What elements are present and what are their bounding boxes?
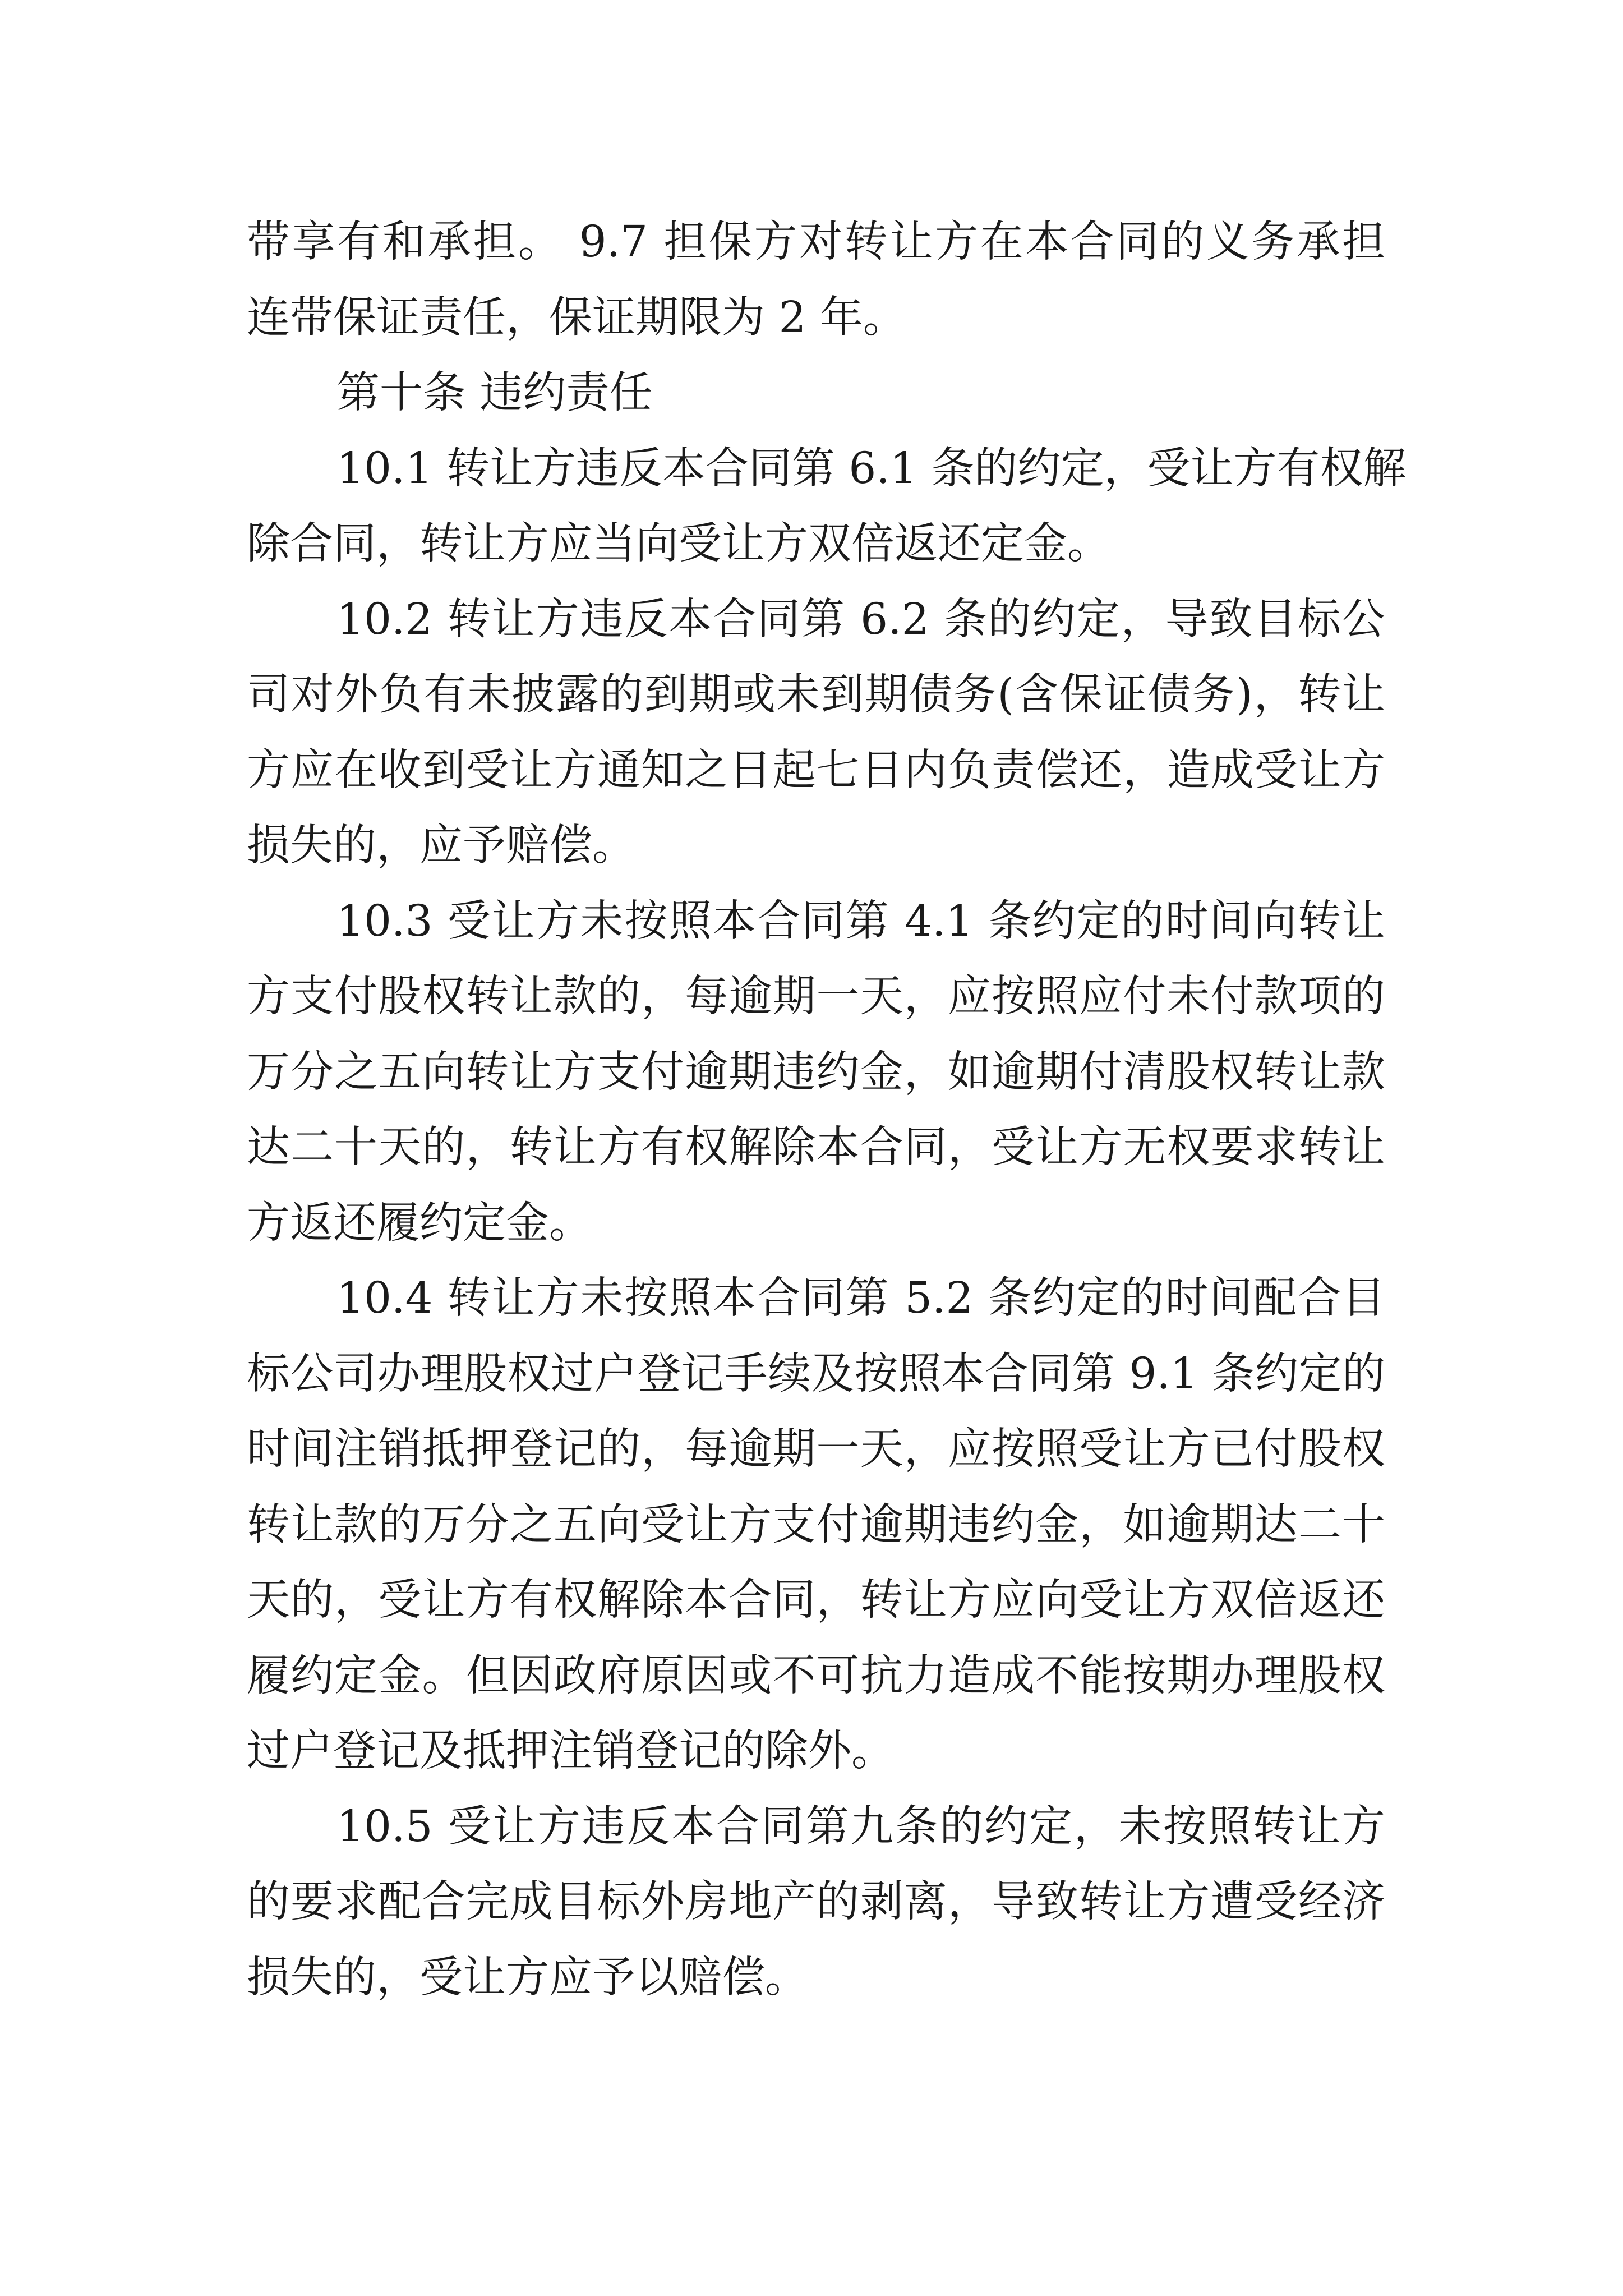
section-heading: 第十条 违约责任 — [336, 368, 653, 418]
paragraph-line: 10.2 转让方违反本合同第 6.2 条的约定，导致目标公 — [336, 595, 1385, 645]
paragraph-line: 转让款的万分之五向受让方支付逾期违约金，如逾期达二十 — [247, 1500, 1385, 1550]
paragraph-line: 方应在收到受让方通知之日起七日内负责偿还，造成受让方 — [247, 746, 1385, 795]
paragraph-line: 履约定金。但因政府原因或不可抗力造成不能按期办理股权 — [247, 1651, 1385, 1701]
paragraph-line: 带享有和承担。 9.7 担保方对转让方在本合同的义务承担 — [247, 217, 1385, 267]
paragraph-line: 10.1 转让方违反本合同第 6.1 条的约定，受让方有权解 — [336, 444, 1407, 494]
paragraph-line: 方支付股权转让款的，每逾期一天，应按照应付未付款项的 — [247, 972, 1385, 1022]
paragraph-line: 损失的，应予赔偿。 — [247, 821, 635, 871]
paragraph-line: 万分之五向转让方支付逾期违约金，如逾期付清股权转让款 — [247, 1047, 1385, 1097]
paragraph-line: 除合同，转让方应当向受让方双倍返还定金。 — [247, 519, 1110, 569]
paragraph-line: 达二十天的，转让方有权解除本合同，受让方无权要求转让 — [247, 1122, 1385, 1172]
paragraph-line: 10.5 受让方违反本合同第九条的约定，未按照转让方 — [336, 1802, 1385, 1852]
paragraph-line: 天的，受让方有权解除本合同，转让方应向受让方双倍返还 — [247, 1575, 1385, 1625]
paragraph-line: 司对外负有未披露的到期或未到期债务(含保证债务)，转让 — [247, 670, 1385, 720]
paragraph-line: 标公司办理股权过户登记手续及按照本合同第 9.1 条约定的 — [247, 1349, 1385, 1399]
paragraph-line: 时间注销抵押登记的，每逾期一天，应按照受让方已付股权 — [247, 1424, 1385, 1474]
paragraph-line: 10.3 受让方未按照本合同第 4.1 条约定的时间向转让 — [336, 896, 1385, 946]
paragraph-line: 的要求配合完成目标外房地产的剥离，导致转让方遭受经济 — [247, 1877, 1385, 1927]
paragraph-line: 损失的，受让方应予以赔偿。 — [247, 1953, 808, 2003]
paragraph-line: 过户登记及抵押注销登记的除外。 — [247, 1726, 895, 1776]
paragraph-line: 10.4 转让方未按照本合同第 5.2 条约定的时间配合目 — [336, 1273, 1385, 1323]
paragraph-line: 方返还履约定金。 — [247, 1198, 592, 1248]
paragraph-line: 连带保证责任，保证期限为 2 年。 — [247, 293, 906, 343]
